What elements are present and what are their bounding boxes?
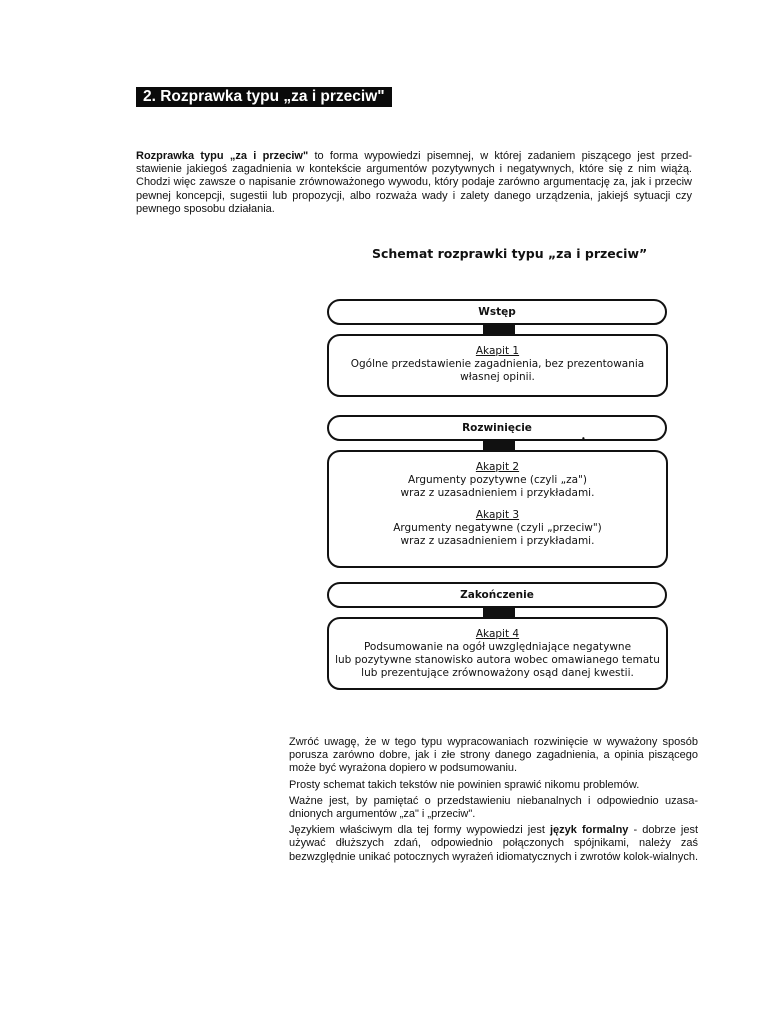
note-bold: język formalny [549,824,629,837]
spacer [329,500,666,509]
paragraphs-2-3-box [327,450,668,568]
notes-block [289,736,698,867]
diagram-title: Schemat rozprawki typu „za i przeciw” [372,246,648,261]
paragraph-3-line: Argumenty negatywne (czyli „przeciw") [393,522,602,534]
paragraph-4-box [327,617,668,690]
note-paragraph [289,824,698,864]
paragraph-3-heading: Akapit 3 [475,509,520,521]
paragraph-4-line: lub prezentujące zrównoważony osąd danej kwestii. [361,667,634,679]
paragraph-1-heading: Akapit 1 [475,345,520,357]
stray-mark: • [582,434,585,443]
paragraph-2-line: Argumenty pozytywne (czyli „za") [408,474,587,486]
connector [483,441,515,450]
note-paragraph: Ważne jest, by pamiętać o przedstawieniu niebanalnych i odpowiednio uzasa-dnionych argumentów „za" i „przeciw". [289,794,698,821]
paragraph-4-heading: Akapit 4 [475,628,520,640]
note-text: - dobrze jest używać dłuższych zdań, odpowiednio połączonych spójnikami, należy zaś bezwzględnie unikać potocznych wyrażeń idiomatycznych i zwrotów kolok-wialnych. [289,824,699,863]
intro-section-pill: Wstęp [327,299,667,325]
note-paragraph: Zwróć uwagę, że w tego typu wypracowaniach rozwinięcie w wyważony sposób porusza zarówno dobre, jak i złe strony danego zagadnienia, a opinia piszącego może być wyrażona dopiero w podsumowaniu. [289,736,698,775]
paragraph-2-heading: Akapit 2 [475,461,520,473]
paragraph-3-line: wraz z uzasadnieniem i przykładami. [400,535,595,547]
conclusion-section-pill: Zakończenie [327,582,667,608]
paragraph-1-box [327,334,668,397]
note-paragraph: Prosty schemat takich tekstów nie powinien sprawić nikomu problemów. [289,778,640,791]
intro-paragraph [136,150,692,216]
note-text: Językiem właściwym dla tej formy wypowiedzi jest [289,824,550,837]
paragraph-1-line: własnej opinii. [460,371,535,383]
paragraph-4-line: Podsumowanie na ogół uwzględniające negatywne [363,641,632,653]
body-section-pill: Rozwinięcie [327,415,667,441]
connector [483,325,515,334]
paragraph-1-line: Ogólne przedstawienie zagadnienia, bez prezentowania [350,358,645,370]
connector [483,608,515,617]
paragraph-4-line: lub pozytywne stanowisko autora wobec omawianego tematu [335,654,660,666]
intro-text: to forma wypowiedzi pisemnej, w której zadaniem piszącego jest przed-stawienie jakiegoś zagadnienia w kontekście argumentów pozytywnych i negatywnych, które się z nim wiążą. Chodzi więc zawsze o napisanie zrównoważonego wywodu, który podaje zarówno argumentację za, jak i przeciw pewnej koncepcji, sugestii lub propozycji, albo rozważa wady i zalety danego urządzenia, jakiejś sytuacji czy pewnego sposobu działania. [136,150,692,215]
intro-bold-lead: Rozprawka typu „za i przeciw" [136,150,309,162]
section-title: 2. Rozprawka typu „za i przeciw" [136,87,392,107]
paragraph-2-line: wraz z uzasadnieniem i przykładami. [400,487,595,499]
